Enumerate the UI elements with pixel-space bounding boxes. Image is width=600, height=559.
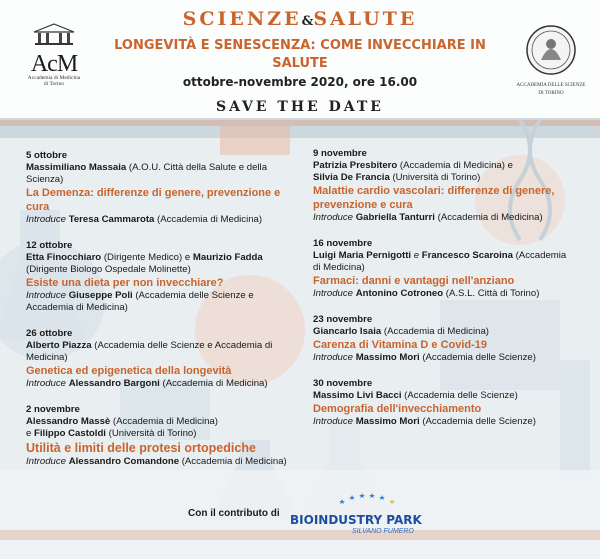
accademia-medicina-logo [22, 22, 86, 87]
logo-monogram: AcM [30, 51, 78, 77]
event-title: Genetica ed epigenetica della longevità [26, 365, 232, 377]
event-date: 12 ottobre [26, 240, 73, 251]
event-speakers: e Filippo Castoldi (Università di Torino) [26, 428, 197, 439]
event-speakers: Massimiliano Massaia (A.O.U. Città della Salute e della Scienza) [26, 162, 268, 185]
event-introducer: Introduce Antonino Cotroneo (A.S.L. Città di Torino) [313, 288, 540, 299]
save-the-date: SAVE THE DATE [216, 99, 384, 115]
sponsor-subtitle: SILVANO FUMERO [352, 528, 414, 535]
event-title: Utilità e limiti delle protesi ortopediche [26, 441, 256, 455]
event-introducer: Introduce Massimo Mori (Accademia delle Scienze) [313, 416, 536, 427]
event-date: 23 novembre [313, 314, 373, 325]
event-title: Demografia dell'invecchiamento [313, 403, 482, 415]
temple-icon [32, 22, 76, 46]
event-speakers: Patrizia Presbitero (Accademia di Medicina) e [313, 160, 513, 171]
logo-caption: di Torino [43, 81, 65, 87]
event-item [26, 328, 288, 390]
event-introducer: Introduce Alessandro Bargoni (Accademia di Medicina) [26, 378, 268, 389]
event-speakers: Luigi Maria Pernigotti e Francesco Scaroina (Accademia di Medicina) [313, 250, 567, 273]
event-date: 5 ottobre [26, 150, 68, 161]
seal-icon [525, 24, 577, 76]
sponsor-name: BIOINDUSTRY PARK [290, 513, 422, 527]
event-date: 26 ottobre [26, 328, 73, 339]
event-item [26, 150, 288, 226]
event-item [313, 148, 575, 224]
event-date: 16 novembre [313, 238, 373, 249]
logo-caption: DI TORINO [538, 91, 564, 96]
event-introducer: Introduce Gabriella Tanturri (Accademia di Medicina) [313, 212, 543, 223]
event-item [313, 378, 575, 428]
event-speakers: Etta Finocchiaro (Dirigente Medico) e Maurizio Fadda (Dirigente Biologo Ospedale Molinette) [26, 252, 263, 275]
event-item [313, 238, 575, 300]
event-date: 2 novembre [26, 404, 80, 415]
date-range: ottobre-novembre 2020, ore 16.00 [182, 75, 418, 89]
event-item [26, 404, 288, 468]
event-title: Esiste una dieta per non invecchiare? [26, 277, 224, 289]
event-introducer: Introduce Teresa Cammarota (Accademia di Medicina) [26, 214, 263, 225]
subtitle: LONGEVITÀ E SENESCENZA: COME INVECCHIARE IN SALUTE [114, 38, 486, 71]
event-title: La Demenza: differenze di genere, prevenzione e cura [26, 187, 281, 213]
events-column-right [313, 148, 575, 442]
event-introducer: Introduce Alessandro Comandone (Accademia di Medicina) [26, 456, 287, 467]
sponsor-credit: Con il contributo di [188, 508, 280, 519]
logo-caption: Accademia di Medicina [27, 75, 81, 81]
event-item [313, 314, 575, 364]
event-title: Carenza di Vitamina D e Covid-19 [313, 339, 488, 351]
event-speakers: Alessandro Massè (Accademia di Medicina) [26, 416, 218, 427]
event-speakers: Silvia De Francia (Università di Torino) [313, 172, 481, 183]
main-title: SCIENZE&SALUTE [182, 8, 418, 30]
accademia-scienze-logo [516, 24, 586, 97]
event-date: 9 novembre [313, 148, 367, 159]
bioindustry-park-logo [290, 490, 422, 535]
stars-icon [290, 490, 400, 510]
event-introducer: Introduce Massimo Mori (Accademia delle Scienze) [313, 352, 536, 363]
title-block [90, 0, 510, 117]
event-item [26, 240, 288, 314]
event-speakers: Alberto Piazza (Accademia delle Scienze e Accademia di Medicina) [26, 340, 273, 363]
logo-caption: ACCADEMIA DELLE SCIENZE [516, 83, 586, 88]
event-title: Farmaci: danni e vantaggi nell'anziano [313, 275, 515, 287]
event-title: Malattie cardio vascolari: differenze di genere, prevenzione e cura [313, 185, 555, 211]
event-speakers: Giancarlo Isaia (Accademia di Medicina) [313, 326, 489, 337]
event-date: 30 novembre [313, 378, 373, 389]
event-speakers: Massimo Livi Bacci (Accademia delle Scienze) [313, 390, 518, 401]
event-introducer: Introduce Giuseppe Poli (Accademia delle Scienze e Accademia di Medicina) [26, 290, 254, 313]
events-column-left [26, 150, 288, 482]
